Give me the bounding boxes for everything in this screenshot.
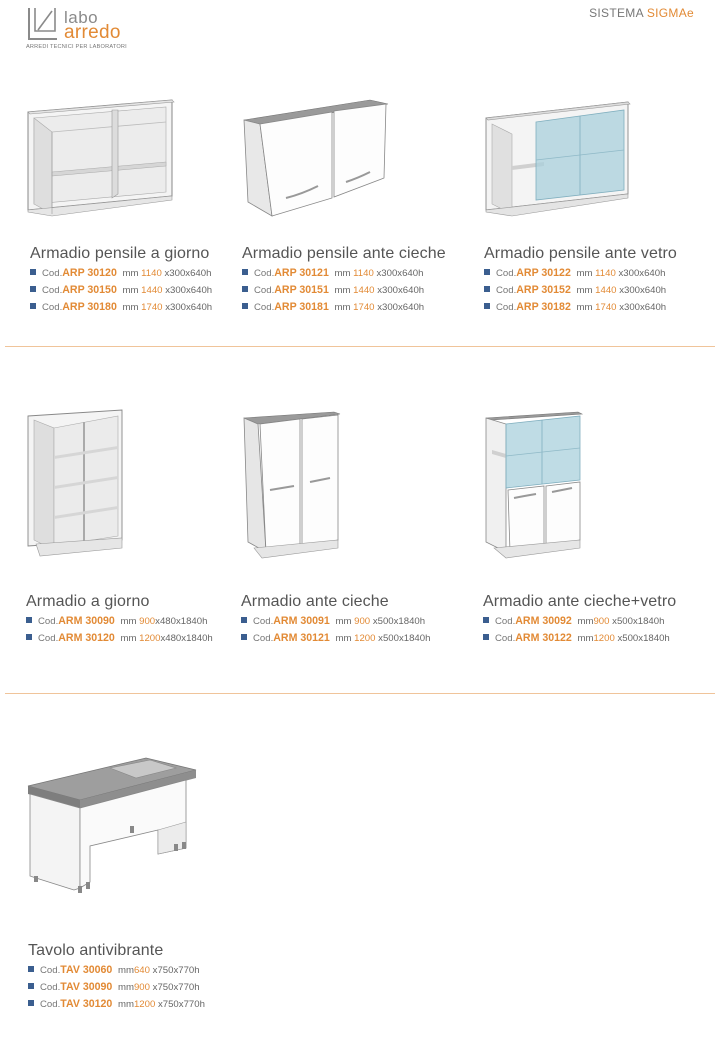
product-code: ARM 30090	[58, 615, 115, 627]
code-prefix: Cod.	[38, 633, 59, 644]
unit: mm	[334, 268, 351, 279]
bullet-icon	[26, 617, 32, 623]
code-prefix: Cod.	[38, 616, 59, 627]
product-block	[30, 245, 212, 316]
product-title: Armadio ante cieche	[241, 593, 389, 610]
bullet-icon	[242, 303, 248, 309]
product-dimensions: x480x1840h	[155, 616, 208, 627]
unit: mm	[576, 268, 593, 279]
code-prefix: Cod.	[496, 285, 517, 296]
product-width: 1200	[354, 633, 376, 644]
product-block	[241, 593, 430, 647]
system-name: SIGMAe	[646, 6, 694, 20]
product-dimensions: x300x640h	[618, 268, 666, 279]
product-code: ARP 30182	[516, 301, 571, 313]
product-code-row	[28, 962, 205, 979]
code-prefix: Cod.	[495, 616, 516, 627]
product-title: Tavolo antivibrante	[28, 942, 164, 959]
product-dimensions: x750x770h	[152, 982, 200, 993]
product-width: 1440	[353, 285, 375, 296]
product-code-row	[26, 613, 213, 630]
unit: mm	[117, 982, 134, 993]
product-code: ARP 30122	[516, 267, 571, 279]
product-title: Armadio pensile ante vetro	[484, 245, 677, 262]
product-width: 640	[133, 965, 150, 976]
product-code-row	[28, 996, 205, 1013]
code-prefix: Cod.	[40, 982, 61, 993]
product-code: TAV 30120	[60, 998, 113, 1010]
product-code-row	[30, 282, 212, 299]
brand-name-bottom: arredo	[64, 22, 121, 43]
bullet-icon	[483, 617, 489, 623]
product-code: ARP 30152	[516, 284, 571, 296]
unit: mm	[117, 965, 134, 976]
anti-vibration-table-illustration	[26, 756, 198, 896]
wall-cabinet-doors-illustration	[240, 98, 390, 218]
product-block	[26, 593, 213, 647]
product-dimensions: x300x640h	[377, 302, 425, 313]
product-width: 1140	[595, 268, 616, 279]
product-width: 900	[139, 616, 156, 627]
unit: mm	[335, 616, 352, 627]
product-code: ARM 30120	[58, 632, 115, 644]
product-dimensions: x480x1840h	[160, 633, 213, 644]
product-code-row	[484, 265, 677, 282]
product-width: 1200	[133, 999, 156, 1010]
brand-name-top: labo	[64, 8, 99, 27]
code-prefix: Cod.	[254, 302, 275, 313]
product-code-row	[242, 282, 446, 299]
code-prefix: Cod.	[254, 268, 275, 279]
product-width: 1200	[593, 633, 615, 644]
code-prefix: Cod.	[42, 268, 63, 279]
bullet-icon	[241, 634, 247, 640]
product-code: ARP 30181	[274, 301, 329, 313]
product-code: ARP 30151	[274, 284, 329, 296]
product-dimensions: x300x640h	[619, 302, 667, 313]
product-block	[484, 245, 677, 316]
product-code-row	[242, 299, 446, 316]
product-code-row	[241, 630, 430, 647]
code-prefix: Cod.	[40, 999, 61, 1010]
bullet-icon	[241, 617, 247, 623]
product-width: 1140	[141, 268, 162, 279]
product-code-row	[483, 613, 676, 630]
bullet-icon	[242, 286, 248, 292]
product-codes	[28, 962, 205, 1013]
bullet-icon	[28, 966, 34, 972]
product-dimensions: x300x640h	[164, 268, 212, 279]
product-title: Armadio pensile ante cieche	[242, 245, 446, 262]
code-prefix: Cod.	[496, 302, 517, 313]
product-width: 1440	[595, 285, 617, 296]
bullet-icon	[30, 303, 36, 309]
product-code: TAV 30090	[60, 981, 113, 993]
product-dimensions: x300x640h	[165, 285, 213, 296]
code-prefix: Cod.	[42, 302, 63, 313]
product-code-row	[242, 265, 446, 282]
tall-cabinet-glass-doors-illustration	[484, 410, 586, 560]
bullet-icon	[484, 269, 490, 275]
code-prefix: Cod.	[496, 268, 517, 279]
product-dimensions: x300x640h	[165, 302, 213, 313]
code-prefix: Cod.	[42, 285, 63, 296]
unit: mm	[577, 633, 594, 644]
unit: mm	[120, 633, 137, 644]
product-width: 1740	[595, 302, 617, 313]
bullet-icon	[28, 1000, 34, 1006]
code-prefix: Cod.	[253, 633, 274, 644]
product-block	[242, 245, 446, 316]
product-dimensions: x500x1840h	[617, 633, 670, 644]
product-code: ARM 30092	[515, 615, 572, 627]
unit: mm	[334, 302, 351, 313]
section-divider	[5, 693, 715, 694]
product-dimensions: x750x770h	[152, 965, 200, 976]
product-dimensions: x500x1840h	[372, 616, 426, 627]
product-width: 1140	[353, 268, 374, 279]
bullet-icon	[483, 634, 489, 640]
product-code-row	[30, 265, 212, 282]
product-codes	[241, 613, 430, 647]
bullet-icon	[28, 983, 34, 989]
product-dimensions: x300x640h	[377, 285, 425, 296]
product-code: ARP 30120	[62, 267, 117, 279]
product-code-row	[26, 630, 213, 647]
product-width: 1200	[139, 633, 161, 644]
product-width: 1740	[141, 302, 163, 313]
product-title: Armadio pensile a giorno	[30, 245, 210, 262]
bullet-icon	[30, 269, 36, 275]
bullet-icon	[30, 286, 36, 292]
brand-tagline: ARREDI TECNICI PER LABORATORI	[26, 44, 127, 50]
unit: mm	[117, 999, 134, 1010]
product-code-row	[484, 299, 677, 316]
product-code: TAV 30060	[60, 964, 113, 976]
product-dimensions: x500x1840h	[612, 616, 665, 627]
product-block	[483, 593, 676, 647]
product-code-row	[28, 979, 205, 996]
product-width: 900	[133, 982, 150, 993]
product-codes	[242, 265, 446, 316]
unit: mm	[122, 302, 139, 313]
unit: mm	[334, 285, 351, 296]
product-code: ARP 30121	[274, 267, 329, 279]
tall-cabinet-doors-illustration	[240, 410, 344, 560]
product-dimensions: x300x640h	[376, 268, 424, 279]
code-prefix: Cod.	[253, 616, 274, 627]
open-tall-cabinet-illustration	[26, 408, 128, 558]
code-prefix: Cod.	[40, 965, 61, 976]
product-codes	[26, 613, 213, 647]
logo-mark-icon	[26, 6, 60, 42]
system-prefix: SISTEMA	[589, 6, 647, 20]
brand-logo	[26, 6, 156, 52]
product-code: ARM 30091	[273, 615, 330, 627]
code-prefix: Cod.	[254, 285, 275, 296]
product-title: Armadio ante cieche+vetro	[483, 593, 677, 610]
product-code: ARP 30150	[62, 284, 117, 296]
product-width: 900	[354, 616, 371, 627]
unit: mm	[122, 268, 139, 279]
product-dimensions: x300x640h	[619, 285, 667, 296]
unit: mm	[122, 285, 139, 296]
product-codes	[30, 265, 212, 316]
bullet-icon	[26, 634, 32, 640]
product-codes	[484, 265, 677, 316]
product-width: 1440	[141, 285, 163, 296]
unit: mm	[576, 302, 593, 313]
product-code-row	[483, 630, 676, 647]
section-divider	[5, 346, 715, 347]
bullet-icon	[484, 286, 490, 292]
product-code-row	[241, 613, 430, 630]
code-prefix: Cod.	[495, 633, 516, 644]
product-block	[28, 942, 205, 1013]
bullet-icon	[484, 303, 490, 309]
product-code: ARP 30180	[62, 301, 117, 313]
product-dimensions: x750x770h	[157, 999, 205, 1010]
product-title: Armadio a giorno	[26, 593, 150, 610]
product-code-row	[484, 282, 677, 299]
product-code: ARM 30121	[273, 632, 330, 644]
product-codes	[483, 613, 676, 647]
unit: mm	[335, 633, 352, 644]
system-title	[589, 6, 694, 20]
open-wall-cabinet-illustration	[26, 96, 178, 218]
unit: mm	[577, 616, 594, 627]
bullet-icon	[242, 269, 248, 275]
product-width: 1740	[353, 302, 375, 313]
product-code: ARM 30122	[515, 632, 572, 644]
unit: mm	[120, 616, 137, 627]
wall-cabinet-glass-illustration	[484, 96, 634, 218]
product-code-row	[30, 299, 212, 316]
product-width: 900	[593, 616, 610, 627]
unit: mm	[576, 285, 593, 296]
product-dimensions: x500x1840h	[378, 633, 431, 644]
